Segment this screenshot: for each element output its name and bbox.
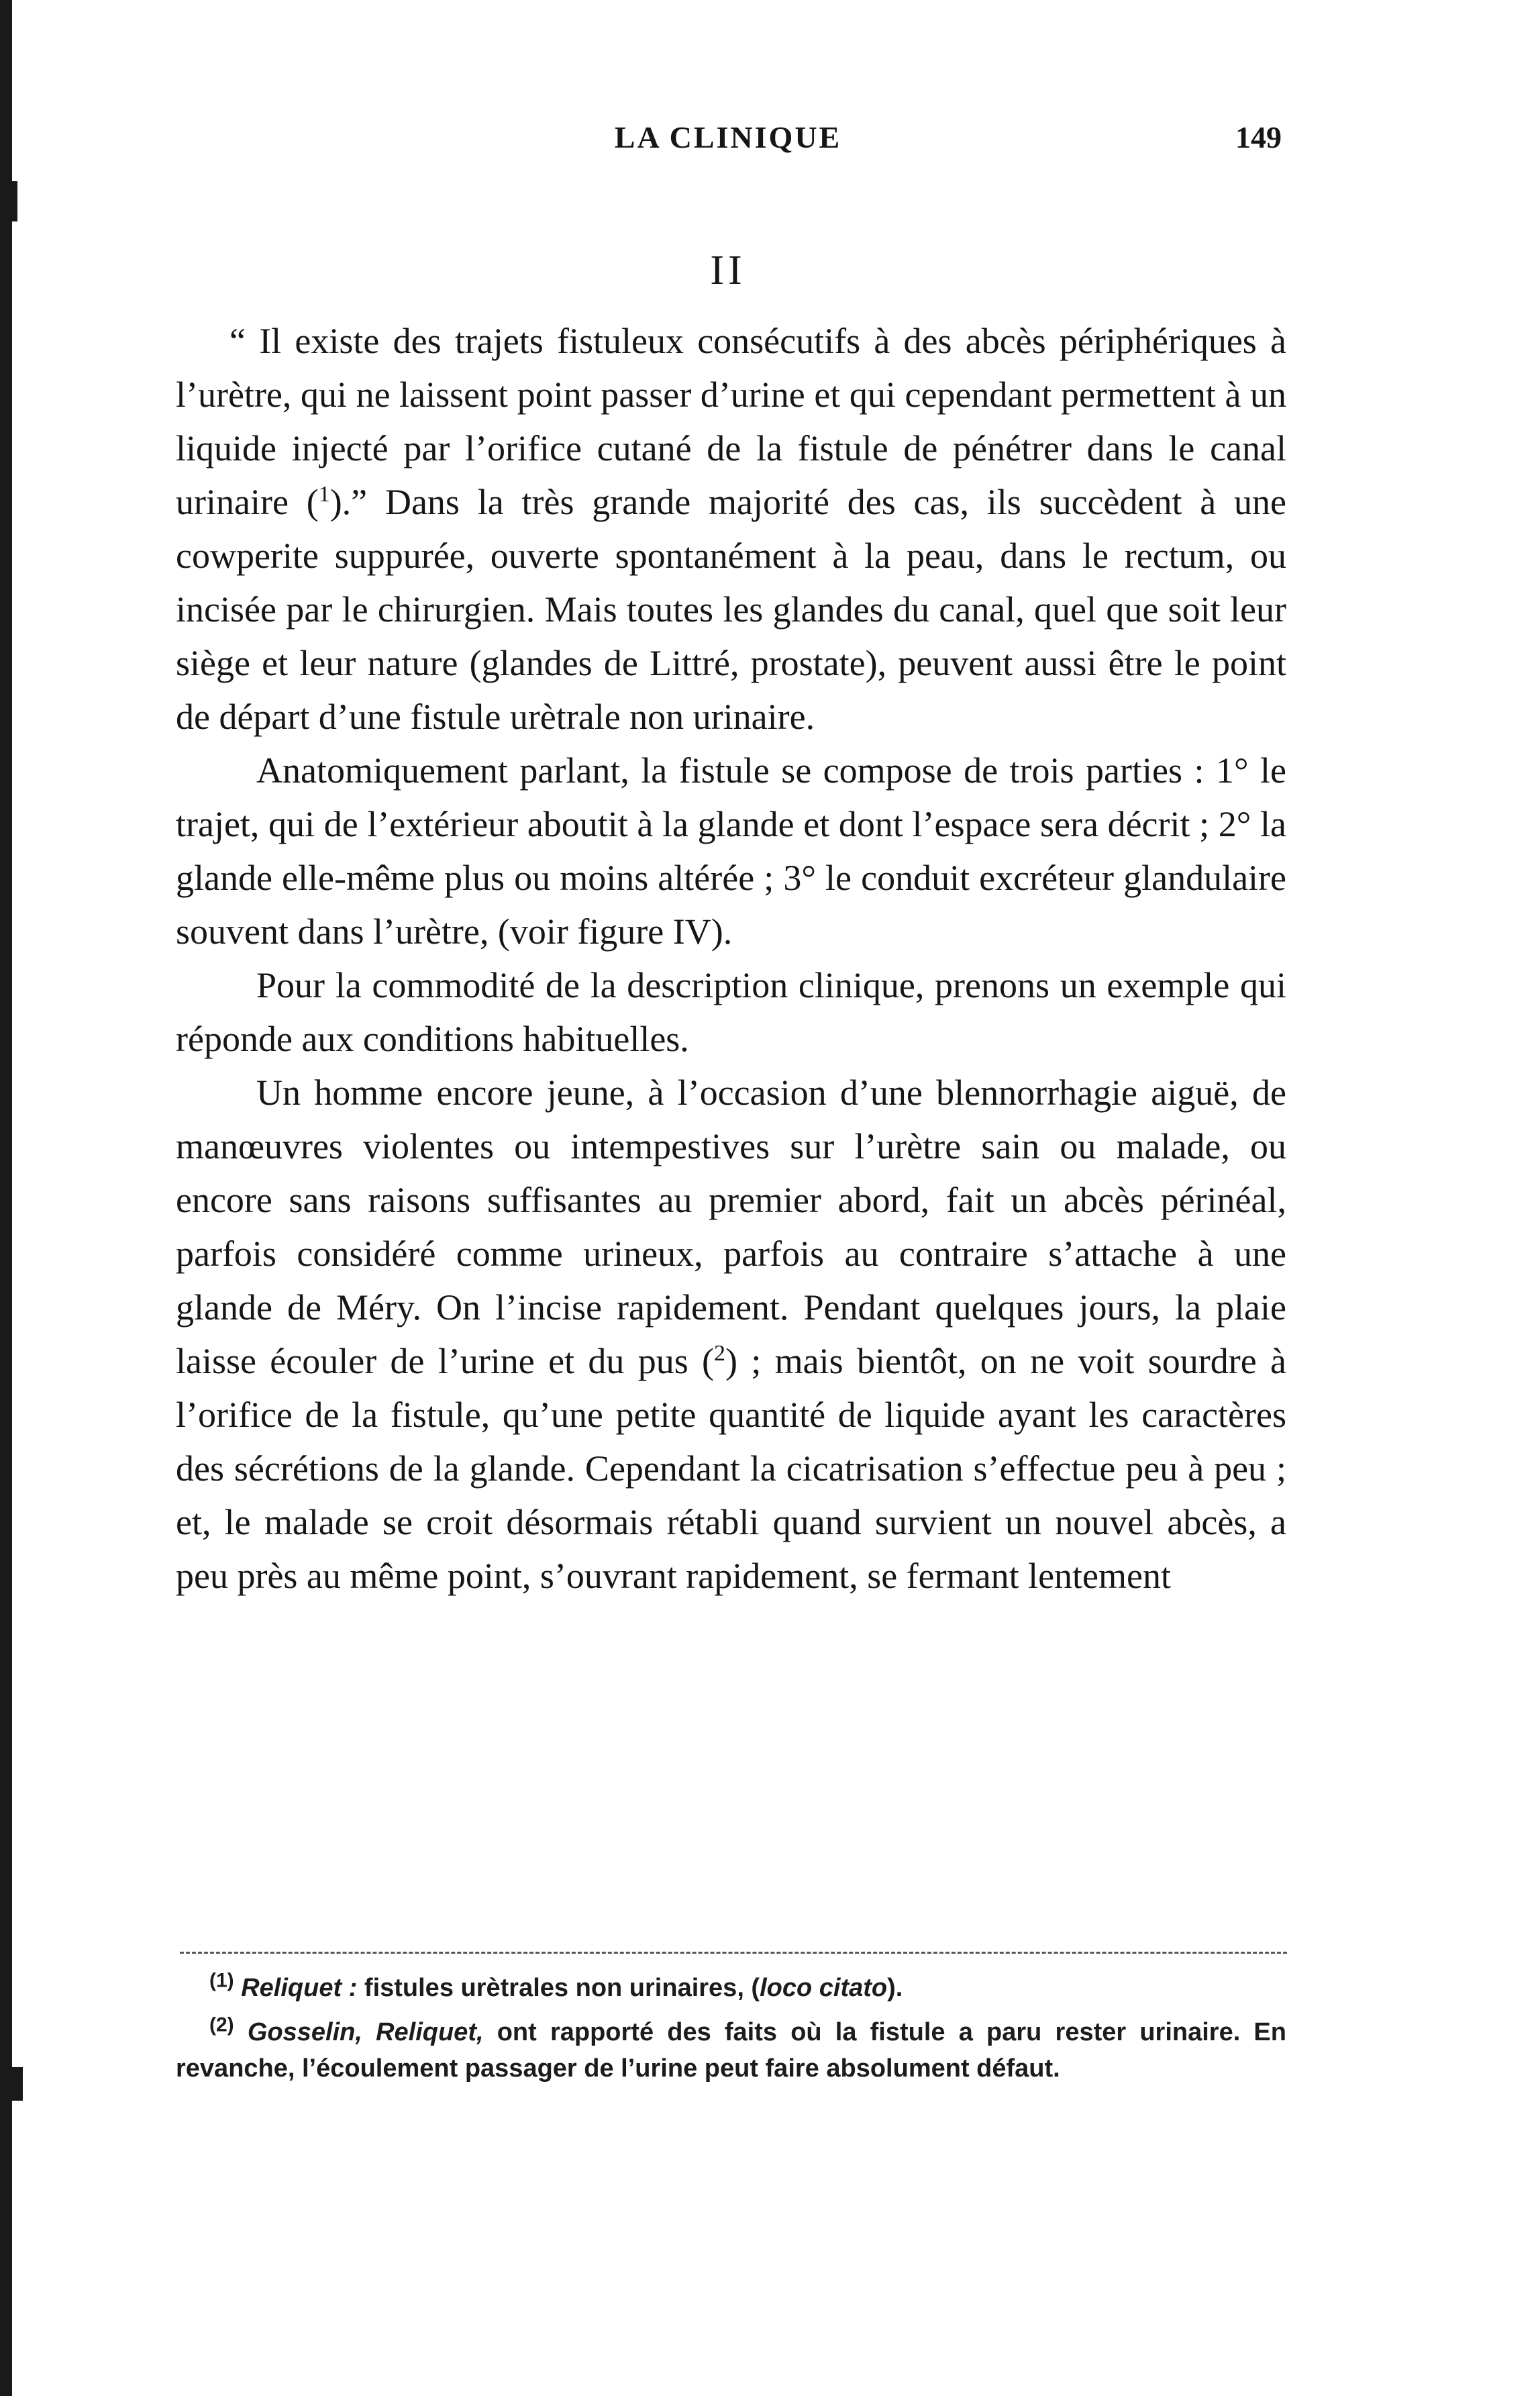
paragraph-text: ).” Dans la très grande majorité des cas, ils succèdent à une cowperite suppurée, ouverte spontanément à la peau, dans le rectum, ou incisée par le chirurgien. Mais toutes les glandes du canal, quel que soit leur siège et leur nature (glandes de Littré, prostate), peuvent aussi être le point de départ d’une fistule urètrale non urinaire. — [176, 482, 1287, 737]
footnote — [176, 2014, 1286, 2087]
running-head — [174, 119, 1282, 166]
paragraph: Anatomiquement parlant, la fistule se compose de trois parties : 1° le trajet, qui de l’extérieur aboutit à la glande et dont l’espace sera décrit ; 2° la glande elle-même plus ou moins altérée ; 3° le conduit excréteur glandulaire souvent dans l’urètre, (voir figure IV). — [176, 750, 1286, 952]
footnote-mark: (2) — [209, 2013, 234, 2036]
paragraph — [176, 314, 1286, 744]
scan-artifact-mark — [12, 2067, 23, 2101]
footnote-mark: (1) — [209, 1969, 234, 1992]
footnote-end: ). — [887, 1974, 903, 2002]
footnote-text: fistules urètrales non urinaires, ( — [357, 1974, 760, 2002]
footnote-ref: 1 — [318, 482, 330, 507]
footnote-author: Gosselin, Reliquet, — [247, 2018, 484, 2046]
running-title: LA CLINIQUE — [614, 120, 842, 154]
scan-artifact-mark — [12, 181, 17, 221]
footnote — [176, 1970, 1286, 2006]
paragraph: Pour la commodité de la description clinique, prenons un exemple qui réponde aux conditions habituelles. — [176, 965, 1286, 1059]
body-text — [176, 314, 1286, 1603]
section-number: II — [710, 248, 746, 293]
footnote-text: ont rapporté des faits où la fistule a paru rester urinaire. En revanche, l’écoulement passager de l’urine peut faire absolument défaut. — [176, 2018, 1286, 2083]
footnotes — [176, 1970, 1286, 2095]
page-number: 149 — [1235, 120, 1282, 154]
paragraph — [176, 1066, 1286, 1603]
paragraph-text: Un homme encore jeune, à l’occasion d’une blennorrhagie aiguë, de manœuvres violentes ou intempestives sur l’urètre sain ou malade, ou encore sans raisons suffisantes au premier abord, fait un abcès périnéal, parfois considéré comme urineux, parfois au contraire s’attache à une glande de Méry. On l’incise rapidement. Pendant quelques jours, la plaie laisse écouler de l’urine et du pus ( — [176, 1072, 1286, 1381]
footnote-ref: 2 — [714, 1341, 726, 1366]
footnote-separator — [180, 1952, 1287, 1954]
footnote-author: Reliquet : — [241, 1974, 358, 2002]
footnote-cite: loco citato — [760, 1974, 888, 2002]
paragraph-text: ) ; mais bientôt, on ne voit sourdre à l’orifice de la fistule, qu’une petite quantité de liquide ayant les caractères des sécrétions de la glande. Cependant la cicatrisation s’effectue peu à peu ; et, le malade se croit désormais rétabli quand survient un nouvel abcès, a peu près au même point, s’ouvrant rapidement, se fermant lentement — [176, 1341, 1286, 1596]
scan-binding-edge — [0, 0, 12, 2396]
paragraph-text: “ Il existe des trajets fistuleux consécutifs à des abcès périphériques à l’urètre, qui ne laissent point passer d’urine et qui cependant permettent à un liquide injecté par l’orifice cutané de la fistule de pénétrer dans le canal urinaire ( — [176, 321, 1286, 522]
